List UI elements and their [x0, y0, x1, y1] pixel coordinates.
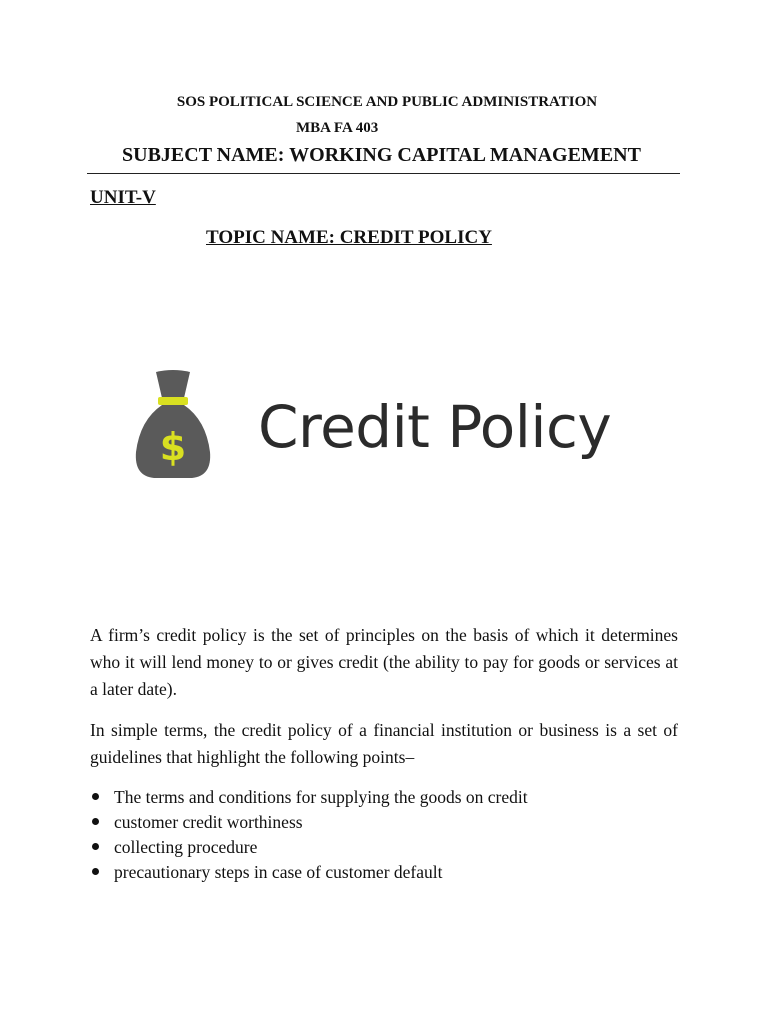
bullet-icon: [92, 868, 99, 875]
subject-title: SUBJECT NAME: WORKING CAPITAL MANAGEMENT: [122, 144, 641, 166]
list-item-text: precautionary steps in case of customer default: [114, 862, 443, 882]
paragraph-definition: A firm’s credit policy is the set of principles on the basis of which it determines who it will lend money to or gives credit (the ability to pay for goods or services at a later date).: [90, 625, 678, 699]
department-heading: SOS POLITICAL SCIENCE AND PUBLIC ADMINISTRATION: [176, 94, 598, 110]
list-item-text: collecting procedure: [114, 837, 258, 857]
points-list: [90, 785, 528, 885]
bullet-icon: [92, 818, 99, 825]
list-item: [90, 810, 528, 835]
list-item: [90, 835, 528, 860]
paragraph-summary: In simple terms, the credit policy of a financial institution or business is a set of guidelines that highlight the following points–: [90, 720, 678, 767]
dollar-symbol: $: [159, 425, 187, 469]
bullet-icon: [92, 793, 99, 800]
topic-title: TOPIC NAME: CREDIT POLICY: [206, 227, 492, 248]
list-item: [90, 860, 528, 885]
logo-text: Credit Policy: [258, 393, 612, 461]
money-bag-icon: [134, 368, 212, 480]
header-divider: [87, 173, 680, 174]
list-item-text: The terms and conditions for supplying the goods on credit: [114, 787, 528, 807]
list-item-text: customer credit worthiness: [114, 812, 303, 832]
course-code: MBA FA 403: [296, 120, 379, 136]
unit-label: UNIT-V: [90, 187, 156, 208]
bullet-icon: [92, 843, 99, 850]
list-item: [90, 785, 528, 810]
